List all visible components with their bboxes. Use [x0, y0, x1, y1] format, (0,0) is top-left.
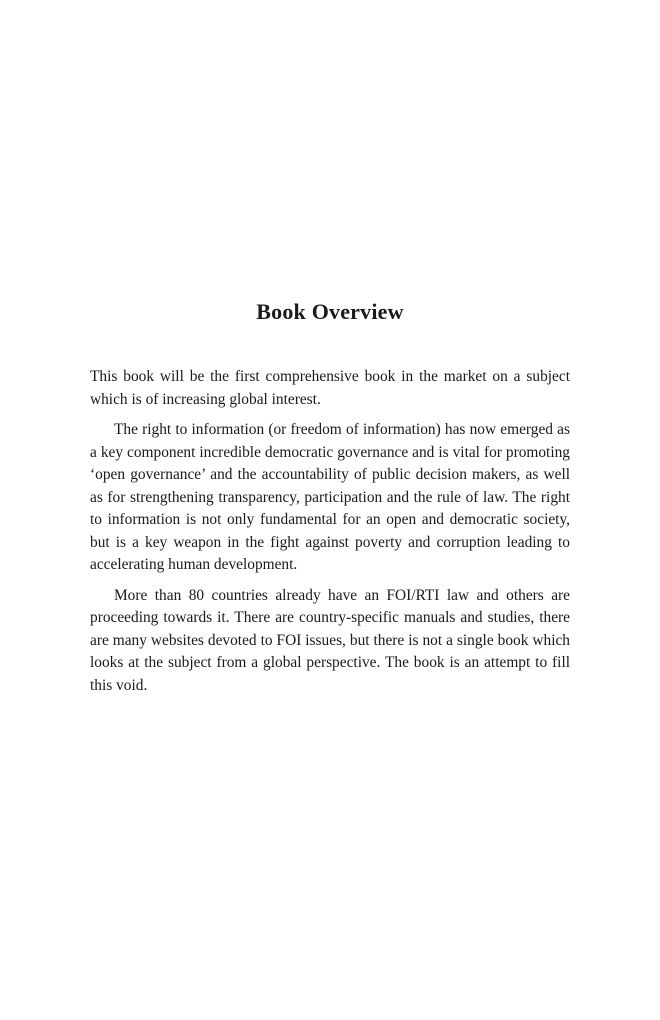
- paragraph-intro: This book will be the first comprehensive book in the market on a subject which is of increasing global interest.: [90, 368, 570, 408]
- paragraph-global-perspective: More than 80 countries already have an FOI/RTI law and others are proceeding towards it. There are country-specific manuals and studies, there are many websites devoted to FOI issues, but there is not a single book which looks at the subject from a global perspective. The book is an attempt to fill this void.: [90, 586, 570, 694]
- overview-body: [90, 366, 570, 705]
- page-title: Book Overview: [256, 299, 404, 324]
- paragraph-right-to-information: The right to information (or freedom of information) has now emerged as a key component incredible democratic governance and is vital for promoting ‘open governance’ and the accountability of public decision makers, as well as for strengthening transparency, participation and the rule of law. The right to information is not only fundamental for an open and democratic society, but is a key weapon in the fight against poverty and corruption leading to accelerating human development.: [90, 421, 570, 573]
